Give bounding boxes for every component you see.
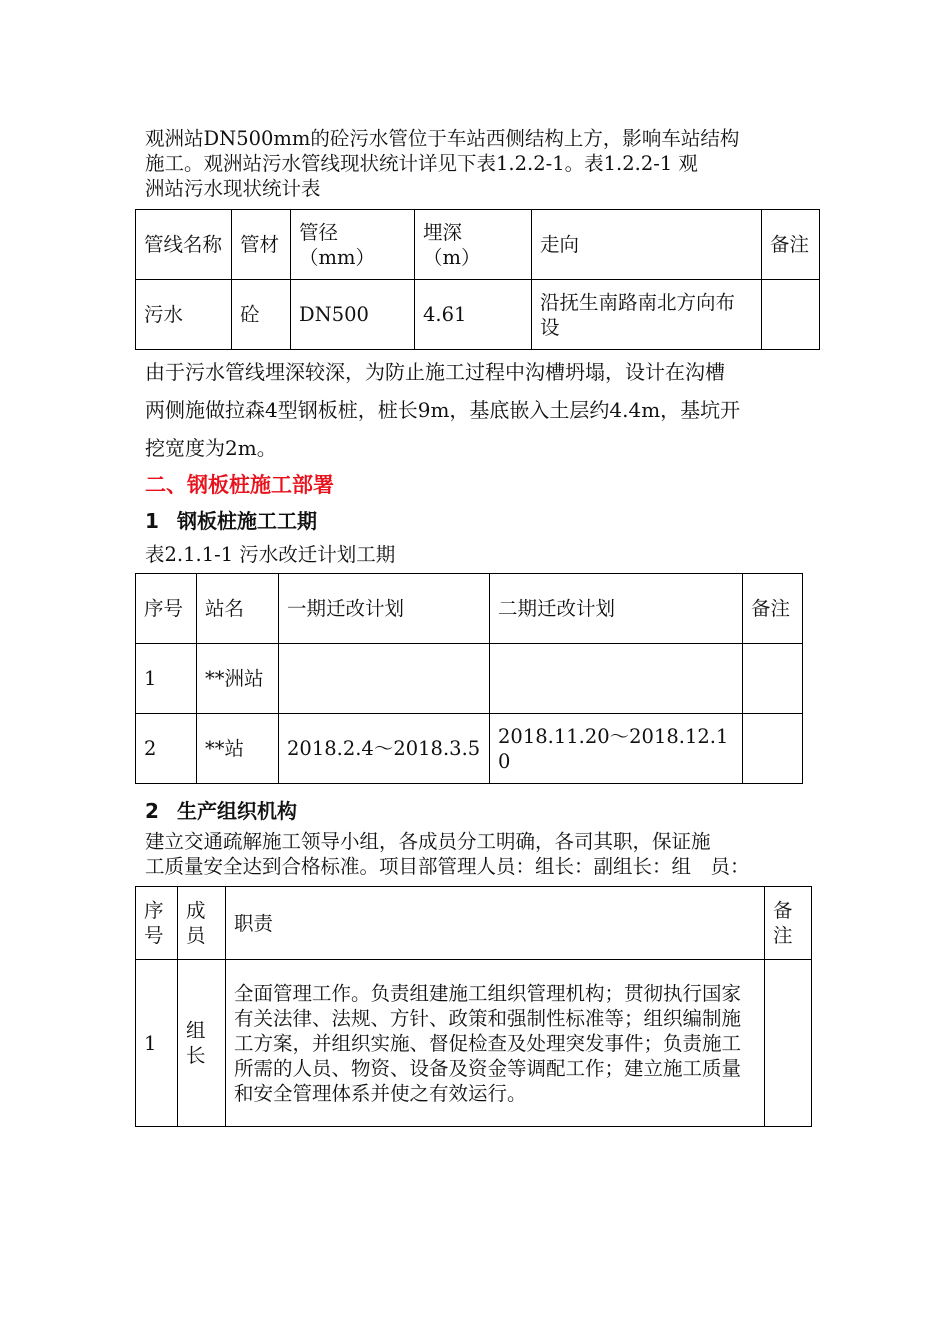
intro-paragraph bbox=[145, 126, 825, 201]
cell bbox=[762, 280, 820, 350]
cell: 2 bbox=[136, 714, 197, 784]
header-cell: 序号 bbox=[136, 574, 197, 644]
header-line: 埋深 bbox=[423, 220, 463, 244]
header-unit: （mm） bbox=[299, 245, 375, 269]
header-cell: 备注 bbox=[765, 887, 812, 960]
para-line: 由于污水管线埋深较深，为防止施工过程中沟槽坍塌，设计在沟槽 bbox=[145, 360, 725, 384]
subheading-title: 钢板桩施工工期 bbox=[177, 509, 317, 533]
para-line: 建立交通疏解施工领导小组，各成员分工明确，各司其职，保证施 bbox=[145, 830, 711, 853]
organization-paragraph bbox=[145, 829, 835, 879]
responsibility-table bbox=[135, 886, 812, 1127]
table-header-row bbox=[136, 210, 820, 280]
table-row bbox=[136, 644, 803, 714]
sewer-status-table bbox=[135, 209, 820, 350]
cell: 组长 bbox=[178, 960, 226, 1127]
section-heading: 二、钢板桩施工部署 bbox=[145, 473, 334, 497]
para-line: 两侧施做拉森4型钢板桩，桩长9m，基底嵌入土层约4.4m，基坑开 bbox=[145, 398, 741, 422]
header-cell bbox=[415, 210, 532, 280]
header-cell: 职责 bbox=[226, 887, 765, 960]
cell: 1 bbox=[136, 960, 178, 1127]
table-caption: 表2.1.1-1 污水改迁计划工期 bbox=[145, 543, 396, 566]
subheading-schedule bbox=[145, 505, 317, 534]
header-cell: 站名 bbox=[197, 574, 279, 644]
table-header-row bbox=[136, 887, 812, 960]
cell bbox=[743, 644, 803, 714]
cell: 1 bbox=[136, 644, 197, 714]
subheading-number: 1 bbox=[145, 509, 159, 533]
cell: **洲站 bbox=[197, 644, 279, 714]
subheading-organization bbox=[145, 795, 297, 824]
cell: 2018.2.4～2018.3.5 bbox=[279, 714, 490, 784]
header-cell: 备注 bbox=[762, 210, 820, 280]
cell: 2018.11.20～2018.12.10 bbox=[490, 714, 743, 784]
relocation-schedule-table bbox=[135, 573, 803, 784]
subheading-title: 生产组织机构 bbox=[177, 799, 297, 823]
table-header-row bbox=[136, 574, 803, 644]
intro-line: 观洲站DN500mm的砼污水管位于车站西侧结构上方，影响车站结构 bbox=[145, 127, 740, 150]
cell: 污水 bbox=[136, 280, 232, 350]
intro-line: 施工。观洲站污水管线现状统计详见下表1.2.2-1。表1.2.2-1 观 bbox=[145, 152, 698, 175]
intro-line: 洲站污水现状统计表 bbox=[145, 177, 321, 200]
header-unit: （m） bbox=[423, 245, 481, 269]
header-cell: 备注 bbox=[743, 574, 803, 644]
header-cell: 序号 bbox=[136, 887, 178, 960]
header-cell bbox=[291, 210, 415, 280]
header-cell: 一期迁改计划 bbox=[279, 574, 490, 644]
cell: **站 bbox=[197, 714, 279, 784]
cell: 沿抚生南路南北方向布设 bbox=[532, 280, 762, 350]
header-cell: 管线名称 bbox=[136, 210, 232, 280]
cell: 砼 bbox=[232, 280, 291, 350]
header-cell: 走向 bbox=[532, 210, 762, 280]
para-line: 挖宽度为2m。 bbox=[145, 436, 277, 460]
design-paragraph bbox=[145, 353, 820, 467]
para-line: 工质量安全达到合格标准。项目部管理人员：组长：副组长：组 员： bbox=[145, 855, 750, 878]
header-cell: 二期迁改计划 bbox=[490, 574, 743, 644]
header-line: 管径 bbox=[299, 220, 339, 244]
cell bbox=[490, 644, 743, 714]
cell: DN500 bbox=[291, 280, 415, 350]
header-cell: 成员 bbox=[178, 887, 226, 960]
cell bbox=[743, 714, 803, 784]
cell bbox=[279, 644, 490, 714]
subheading-number: 2 bbox=[145, 799, 159, 823]
header-cell: 管材 bbox=[232, 210, 291, 280]
table-row bbox=[136, 714, 803, 784]
cell bbox=[765, 960, 812, 1127]
cell: 全面管理工作。负责组建施工组织管理机构；贯彻执行国家有关法律、法规、方针、政策和强制性标准等；组织编制施工方案，并组织实施、督促检查及处理突发事件；负责施工所需的人员、物资、设备及资金等调配工作；建立施工质量和安全管理体系并使之有效运行。 bbox=[226, 960, 765, 1127]
cell: 4.61 bbox=[415, 280, 532, 350]
table-row bbox=[136, 280, 820, 350]
table-row bbox=[136, 960, 812, 1127]
